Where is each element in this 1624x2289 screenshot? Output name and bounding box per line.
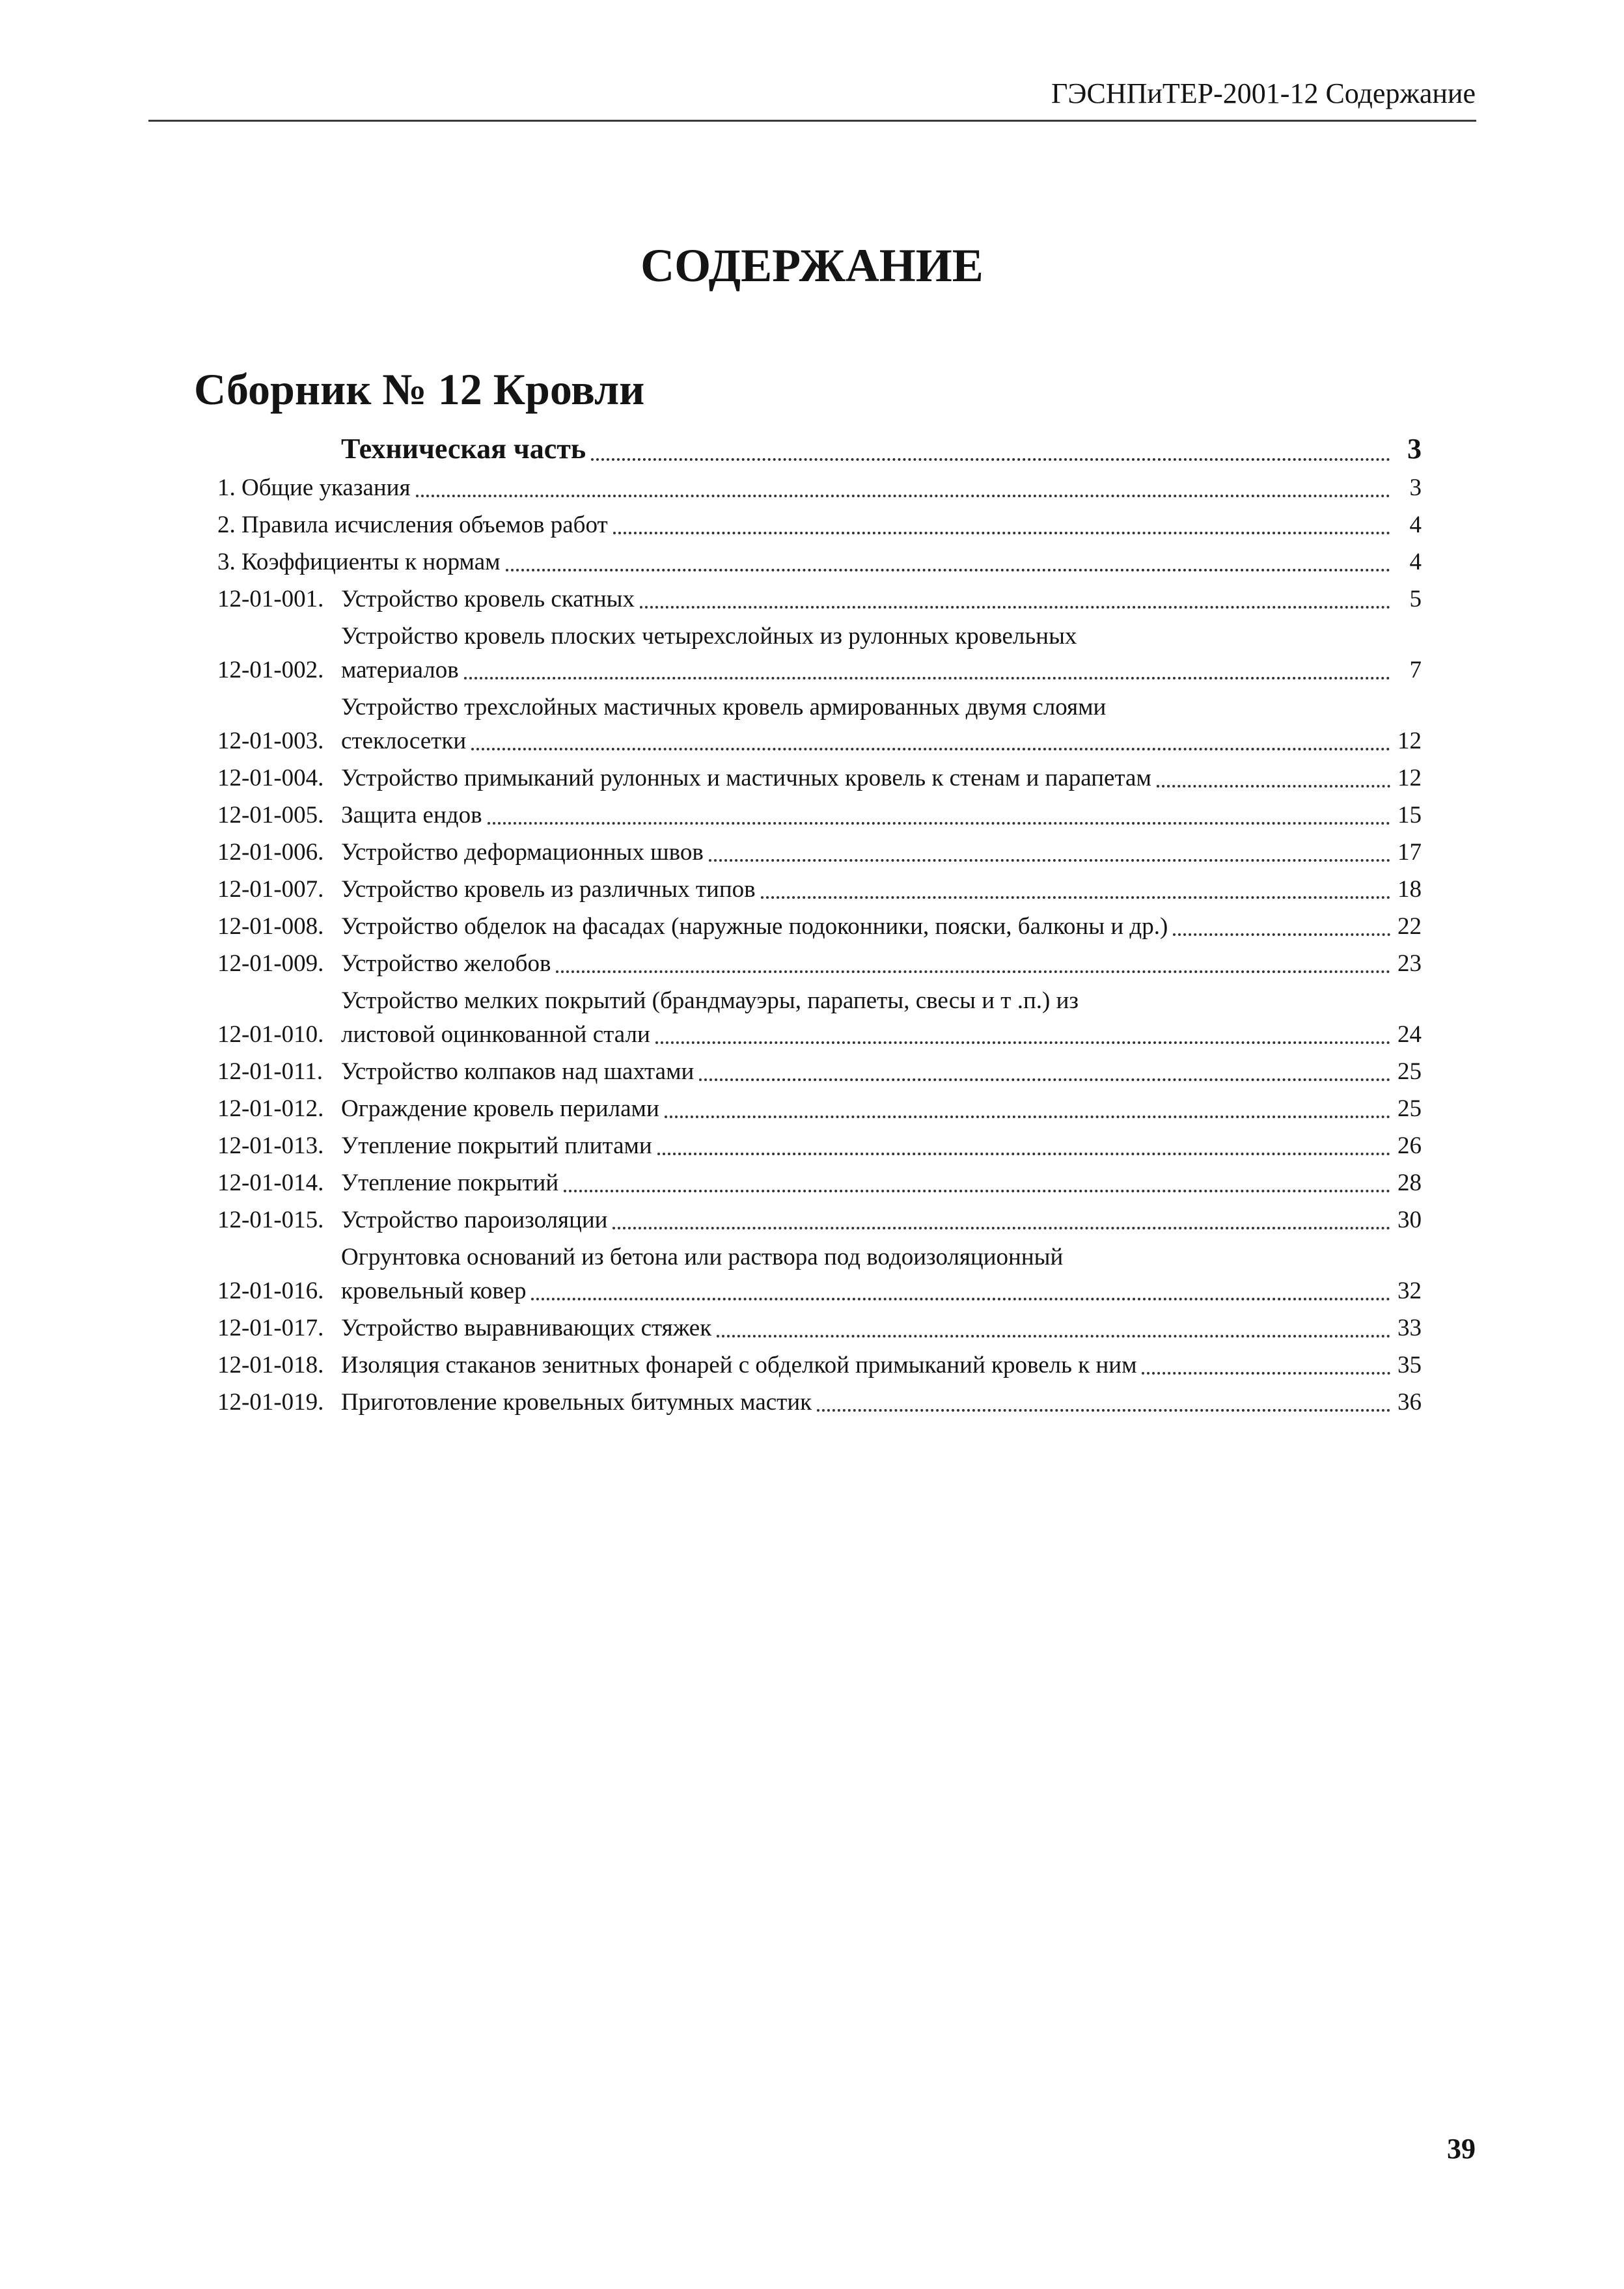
toc-entry-title: Устройство обделок на фасадах (наружные подоконники, пояски, балконы и др.) bbox=[341, 913, 1168, 940]
toc-entry-code: 12-01-011. bbox=[217, 1058, 323, 1085]
toc-entry-page: 3 bbox=[1407, 433, 1422, 465]
dot-leader bbox=[591, 458, 1390, 461]
toc-entry-code: 12-01-019. bbox=[217, 1389, 324, 1416]
toc-entry-code: 12-01-014. bbox=[217, 1170, 324, 1196]
table-of-contents bbox=[217, 430, 1422, 1423]
toc-entry[interactable] bbox=[217, 1349, 1422, 1382]
dot-leader bbox=[464, 677, 1390, 679]
dot-leader bbox=[506, 569, 1390, 571]
toc-entry[interactable] bbox=[217, 691, 1422, 758]
toc-entry-title: Устройство пароизоляции bbox=[341, 1207, 608, 1233]
toc-entry-title: Защита ендов bbox=[341, 802, 482, 829]
toc-entry[interactable] bbox=[217, 873, 1422, 907]
toc-entry-code: 12-01-002. bbox=[217, 657, 324, 683]
dot-leader bbox=[657, 1153, 1390, 1155]
toc-entry-page: 5 bbox=[1409, 586, 1422, 612]
toc-entry-code: 12-01-007. bbox=[217, 876, 324, 903]
toc-entry-page: 3 bbox=[1409, 474, 1422, 501]
toc-entry-page: 18 bbox=[1397, 876, 1422, 903]
toc-entry-title: Ограждение кровель перилами bbox=[341, 1095, 659, 1122]
toc-entry-code: 12-01-005. bbox=[217, 802, 324, 829]
toc-entry-code: 12-01-010. bbox=[217, 1021, 324, 1048]
toc-entry-title: 1. Общие указания bbox=[217, 474, 411, 501]
toc-entry[interactable] bbox=[217, 984, 1422, 1052]
header-divider bbox=[148, 120, 1476, 122]
toc-entry-code: 12-01-016. bbox=[217, 1278, 324, 1304]
toc-entry-page: 12 bbox=[1397, 765, 1422, 791]
toc-entry-code: 12-01-004. bbox=[217, 765, 324, 791]
toc-entry[interactable] bbox=[217, 1166, 1422, 1200]
toc-entry-title: 3. Коэффициенты к нормам bbox=[217, 549, 501, 575]
toc-entry-page: 15 bbox=[1397, 802, 1422, 829]
toc-entry-title: стеклосетки bbox=[341, 728, 467, 754]
toc-entry-page: 17 bbox=[1397, 839, 1422, 866]
dot-leader bbox=[471, 748, 1390, 750]
toc-entry-code: 12-01-008. bbox=[217, 913, 324, 940]
toc-entry-code: 12-01-015. bbox=[217, 1207, 324, 1233]
toc-entry-page: 33 bbox=[1397, 1315, 1422, 1341]
toc-entry-title-line: Устройство трехслойных мастичных кровель армированных двумя слоями bbox=[341, 694, 1107, 720]
toc-entry[interactable] bbox=[217, 836, 1422, 870]
toc-entry-title: Устройство кровель из различных типов bbox=[341, 876, 756, 903]
toc-entry[interactable] bbox=[217, 1240, 1422, 1308]
dot-leader bbox=[613, 532, 1390, 534]
toc-entry[interactable] bbox=[217, 799, 1422, 832]
page-number: 39 bbox=[1447, 2133, 1476, 2165]
toc-entry-code: 12-01-009. bbox=[217, 950, 324, 977]
toc-entry-code: 12-01-017. bbox=[217, 1315, 324, 1341]
dot-leader bbox=[612, 1227, 1390, 1229]
toc-entry-title: Техническая часть bbox=[341, 433, 586, 465]
toc-entry[interactable] bbox=[217, 508, 1422, 542]
toc-entry-title: Устройство колпаков над шахтами bbox=[341, 1058, 695, 1085]
dot-leader bbox=[817, 1409, 1390, 1412]
dot-leader bbox=[717, 1335, 1390, 1337]
toc-entry-page: 28 bbox=[1397, 1170, 1422, 1196]
toc-entry-page: 32 bbox=[1397, 1278, 1422, 1304]
dot-leader bbox=[761, 896, 1390, 899]
toc-entry-page: 36 bbox=[1397, 1389, 1422, 1416]
toc-entry-code: 12-01-012. bbox=[217, 1095, 324, 1122]
dot-leader bbox=[488, 822, 1390, 825]
toc-entry-title-line: Огрунтовка оснований из бетона или раствора под водоизоляционный bbox=[341, 1244, 1064, 1270]
toc-entry-page: 7 bbox=[1409, 657, 1422, 683]
toc-entry-title: Устройство выравнивающих стяжек bbox=[341, 1315, 712, 1341]
toc-entry-page: 22 bbox=[1397, 913, 1422, 940]
toc-entry-title: 2. Правила исчисления объемов работ bbox=[217, 512, 608, 538]
dot-leader bbox=[556, 970, 1390, 973]
toc-entry-code: 12-01-013. bbox=[217, 1132, 324, 1159]
toc-entry[interactable] bbox=[217, 620, 1422, 687]
toc-entry-page: 25 bbox=[1397, 1095, 1422, 1122]
toc-entry-page: 25 bbox=[1397, 1058, 1422, 1085]
toc-entry-page: 24 bbox=[1397, 1021, 1422, 1048]
toc-entry-code: 12-01-018. bbox=[217, 1352, 324, 1378]
dot-leader bbox=[640, 606, 1390, 609]
toc-entry-page: 26 bbox=[1397, 1132, 1422, 1159]
toc-entry[interactable] bbox=[217, 1055, 1422, 1089]
toc-entry[interactable] bbox=[217, 583, 1422, 616]
toc-entry-page: 12 bbox=[1397, 728, 1422, 754]
dot-leader bbox=[564, 1190, 1390, 1192]
toc-entry-title: Устройство желобов bbox=[341, 950, 551, 977]
toc-entry-code: 12-01-003. bbox=[217, 728, 324, 754]
toc-entry[interactable] bbox=[217, 947, 1422, 981]
toc-entry-title: листовой оцинкованной стали bbox=[341, 1021, 650, 1048]
toc-entry-code: 12-01-001. bbox=[217, 586, 324, 612]
toc-entry[interactable] bbox=[217, 545, 1422, 579]
dot-leader bbox=[709, 859, 1390, 862]
toc-entry[interactable] bbox=[217, 1386, 1422, 1419]
dot-leader bbox=[416, 495, 1390, 497]
toc-entry-page: 35 bbox=[1397, 1352, 1422, 1378]
toc-entry-title: Утепление покрытий bbox=[341, 1170, 559, 1196]
toc-entry-title-line: Устройство кровель плоских четырехслойных из рулонных кровельных bbox=[341, 623, 1077, 650]
toc-entry[interactable] bbox=[217, 430, 1422, 469]
toc-entry-title: Приготовление кровельных битумных мастик bbox=[341, 1389, 812, 1416]
dot-leader bbox=[665, 1116, 1390, 1118]
toc-entry[interactable] bbox=[217, 1311, 1422, 1345]
running-header: ГЭСНПиТЕР-2001-12 Содержание bbox=[1051, 77, 1476, 109]
page-title: СОДЕРЖАНИЕ bbox=[640, 240, 984, 292]
dot-leader bbox=[655, 1041, 1390, 1044]
toc-entry-title: Устройство примыканий рулонных и мастичных кровель к стенам и парапетам bbox=[341, 765, 1151, 791]
toc-entry-title: кровельный ковер bbox=[341, 1278, 527, 1304]
toc-entry-title: материалов bbox=[341, 657, 459, 683]
dot-leader bbox=[1157, 785, 1390, 788]
dot-leader bbox=[1173, 933, 1390, 936]
toc-entry-page: 4 bbox=[1409, 549, 1422, 575]
toc-entry-code: 12-01-006. bbox=[217, 839, 324, 866]
toc-entry-page: 23 bbox=[1397, 950, 1422, 977]
toc-entry-title: Утепление покрытий плитами bbox=[341, 1132, 652, 1159]
dot-leader bbox=[699, 1078, 1390, 1081]
toc-entry-page: 30 bbox=[1397, 1207, 1422, 1233]
toc-entry[interactable] bbox=[217, 1203, 1422, 1237]
toc-entry-title: Устройство кровель скатных bbox=[341, 586, 635, 612]
toc-entry[interactable] bbox=[217, 761, 1422, 795]
toc-entry[interactable] bbox=[217, 1129, 1422, 1163]
collection-title: Сборник № 12 Кровли bbox=[194, 364, 645, 414]
toc-entry-title: Изоляция стаканов зенитных фонарей с обделкой примыканий кровель к ним bbox=[341, 1352, 1137, 1378]
toc-entry[interactable] bbox=[217, 910, 1422, 944]
toc-entry-page: 4 bbox=[1409, 512, 1422, 538]
dot-leader bbox=[1142, 1372, 1390, 1375]
toc-entry-title-line: Устройство мелких покрытий (брандмауэры, парапеты, свесы и т .п.) из bbox=[341, 987, 1079, 1014]
toc-entry[interactable] bbox=[217, 471, 1422, 505]
dot-leader bbox=[531, 1298, 1390, 1300]
toc-entry-title: Устройство деформационных швов bbox=[341, 839, 704, 866]
toc-entry[interactable] bbox=[217, 1092, 1422, 1126]
